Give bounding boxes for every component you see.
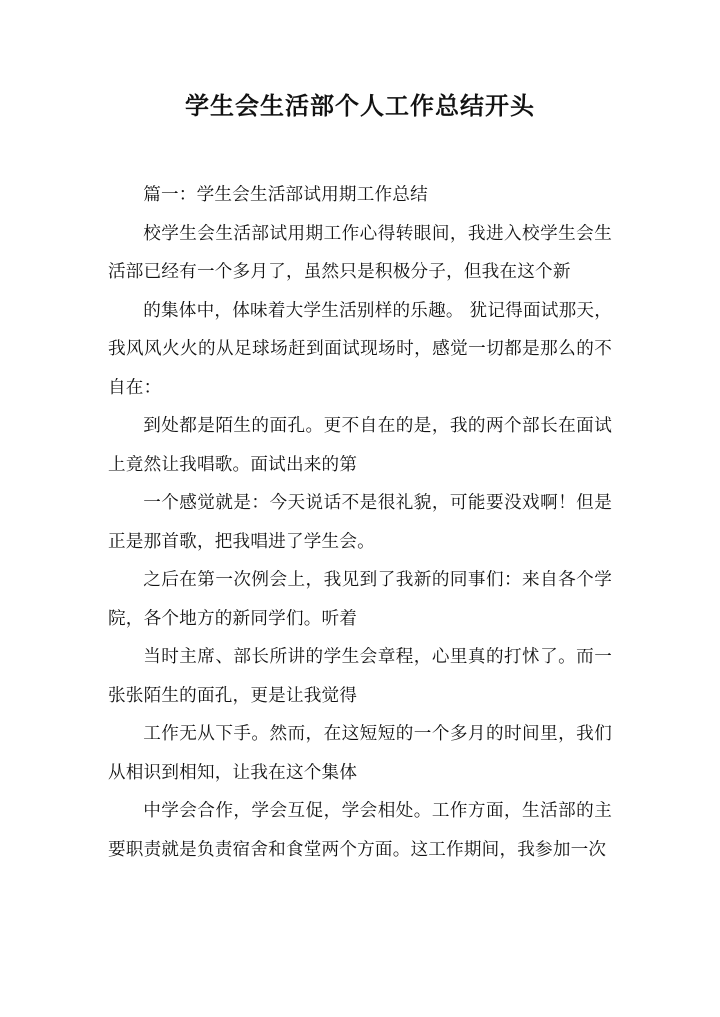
document-title: 学生会生活部个人工作总结开头 [185, 92, 535, 120]
paragraph-6: 之后在第一次例会上，我见到了我新的同事们：来自各个学院，各个地方的新同学们。听着 [108, 570, 612, 629]
paragraph-8: 工作无从下手。然而，在这短短的一个多月的时间里，我们从相识到相知，让我在这个集体 [108, 724, 612, 783]
paragraph-9: 中学会合作，学会互促，学会相处。工作方面，生活部的主要职责就是负责宿舍和食堂两个方面。这工作期间，我参加一次 [108, 801, 612, 860]
document-body [108, 176, 612, 869]
paragraph-5: 一个感觉就是：今天说话不是很礼貌，可能要没戏啊！但是正是那首歌，把我唱进了学生会。 [108, 493, 612, 552]
paragraph-1: 篇一：学生会生活部试用期工作总结 [143, 185, 428, 205]
paragraph-2: 校学生会生活部试用期工作心得转眼间，我进入校学生会生活部已经有一个多月了，虽然只是积极分子，但我在这个新 [108, 223, 612, 282]
paragraph-3: 的集体中，体味着大学生活别样的乐趣。 犹记得面试那天，我风风火火的从足球场赶到面试现场时，感觉一切都是那么的不自在： [108, 300, 612, 398]
paragraph-7: 当时主席、部长所讲的学生会章程，心里真的打怵了。而一张张陌生的面孔，更是让我觉得 [108, 647, 612, 706]
paragraph-4: 到处都是陌生的面孔。更不自在的是，我的两个部长在面试上竟然让我唱歌。面试出来的第 [108, 416, 612, 475]
